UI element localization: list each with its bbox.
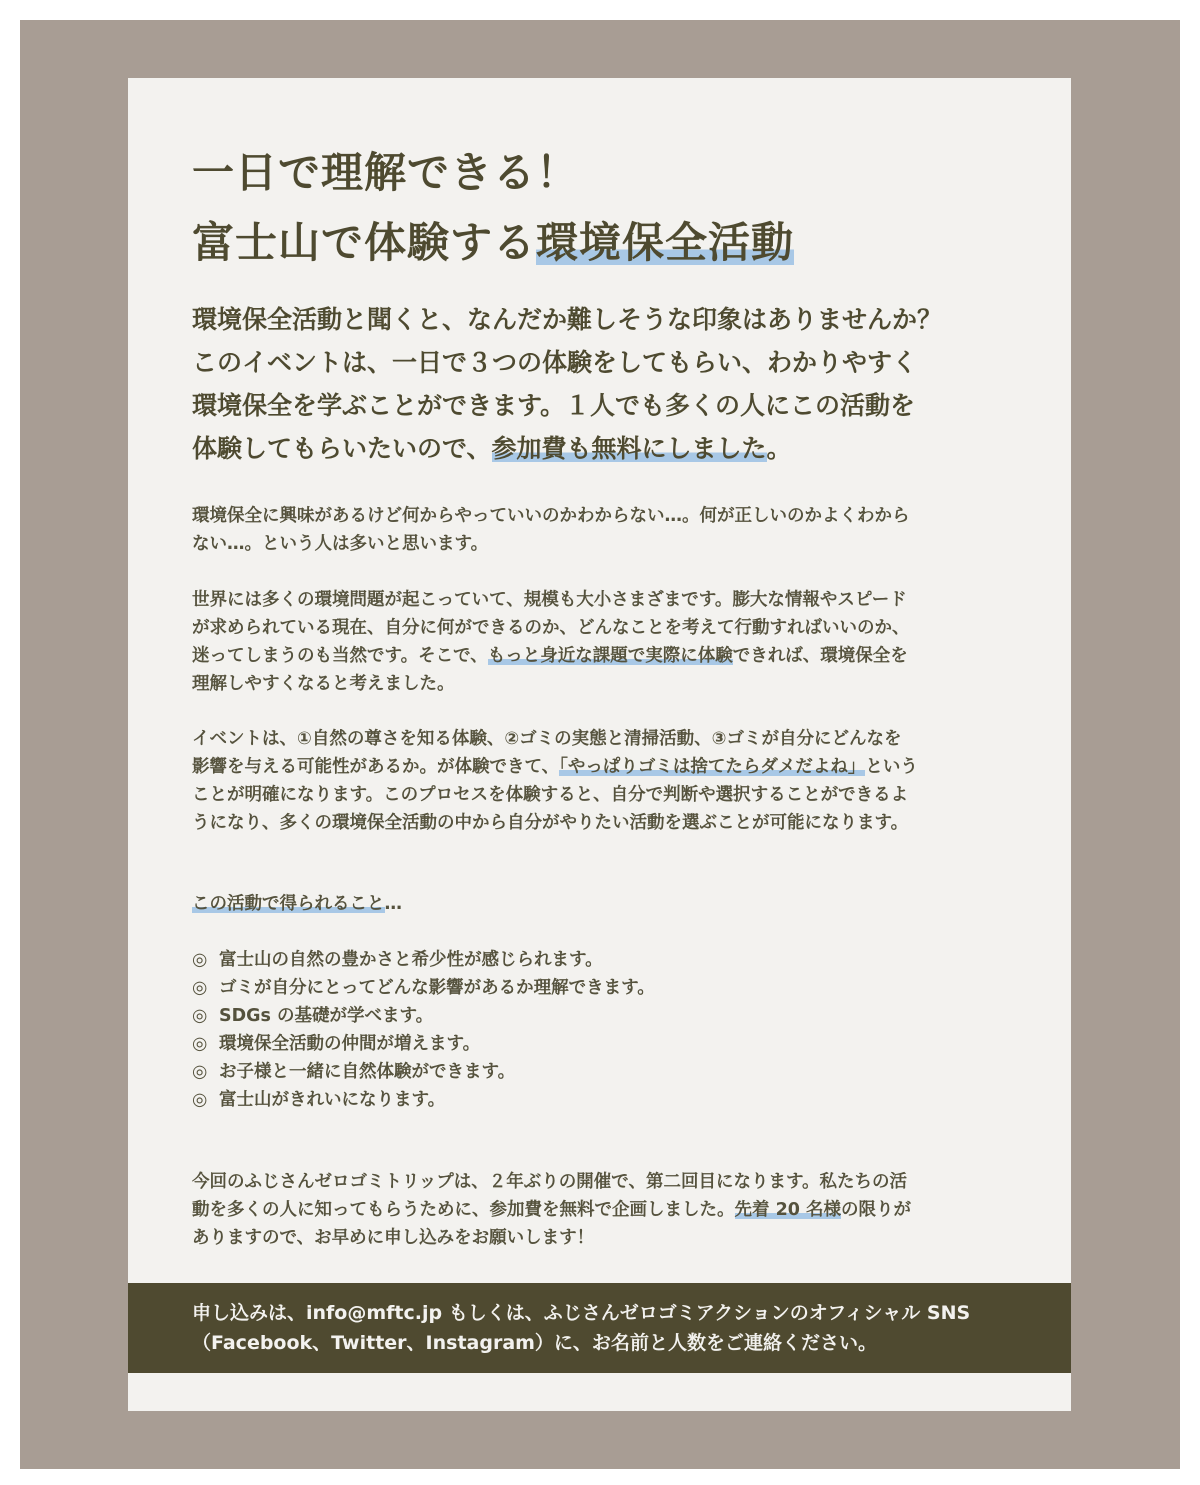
para1-line-2: ない…。という人は多いと思います。 xyxy=(192,534,489,554)
list-item-text: お子様と一緒に自然体験ができます。 xyxy=(219,1062,516,1082)
list-item-text: SDGs の基礎が学べます。 xyxy=(219,1006,434,1026)
title-line-1: 一日で理解できる！ xyxy=(192,148,580,197)
para2-line-1: 世界には多くの環境問題が起こっていて、規模も大小さまざまです。膨大な情報やスピード xyxy=(192,590,907,610)
footer-contact-text xyxy=(192,1298,1052,1358)
para4-line-2-end: の限りが xyxy=(841,1200,912,1220)
para4-line-2 xyxy=(192,1196,1022,1224)
list-item xyxy=(192,1058,655,1086)
title-line-2-text: 富士山で体験する xyxy=(192,218,537,267)
para4-line-2-text: 動を多くの人に知ってもらうために、参加費を無料で企画しました。 xyxy=(192,1200,735,1220)
lead-paragraph xyxy=(192,298,1022,470)
double-circle-icon: ◎ xyxy=(192,1006,208,1026)
para2-line-3-end: できれば、環境保全を xyxy=(732,646,908,666)
double-circle-icon: ◎ xyxy=(192,1090,208,1110)
para4-highlight: 先着 20 名様 xyxy=(734,1200,842,1220)
double-circle-icon: ◎ xyxy=(192,1062,208,1082)
paragraph-2 xyxy=(192,586,1022,698)
list-item-text: ゴミが自分にとってどんな影響があるか理解できます。 xyxy=(219,978,655,998)
benefits-list xyxy=(192,946,655,1114)
lead-line-4-end: 。 xyxy=(766,434,792,463)
para4-line-1: 今回のふじさんゼロゴミトリップは、２年ぶりの開催で、第二回目になります。私たちの活 xyxy=(192,1172,908,1192)
para1-line-1: 環境保全に興味があるけど何からやっていいのかわからない…。何が正しいのかよくわから xyxy=(192,506,910,526)
paragraph-3 xyxy=(192,725,1022,837)
title-line-2 xyxy=(192,208,794,278)
para3-line-3: ことが明確になります。このプロセスを体験すると、自分で判断や選択することができるよ xyxy=(192,785,909,805)
para3-highlight: 「やっぱりゴミは捨てたらダメだよね」 xyxy=(559,757,866,777)
list-item xyxy=(192,974,655,1002)
list-item-text: 環境保全活動の仲間が増えます。 xyxy=(219,1034,481,1054)
list-item xyxy=(192,1002,655,1030)
para3-line-4: うになり、多くの環境保全活動の中から自分がやりたい活動を選ぶことが可能になります。 xyxy=(192,813,909,833)
lead-line-1: 環境保全活動と聞くと、なんだか難しそうな印象はありませんか？ xyxy=(192,305,943,334)
para3-line-2 xyxy=(192,753,1022,781)
benefits-heading xyxy=(192,890,402,918)
lead-line-4-text: 体験してもらいたいので、 xyxy=(192,434,492,463)
list-item xyxy=(192,946,655,974)
footer-line-1: 申し込みは、info@mftc.jp もしくは、ふじさんゼロゴミアクションのオフィシャル SNS xyxy=(192,1302,971,1324)
double-circle-icon: ◎ xyxy=(192,978,208,998)
para2-line-3-text: 迷ってしまうのも当然です。そこで、 xyxy=(192,646,488,666)
list-item xyxy=(192,1030,655,1058)
paragraph-4 xyxy=(192,1168,1022,1252)
para2-line-4: 理解しやすくなると考えました。 xyxy=(192,674,455,694)
lead-line-3: 環境保全を学ぶことができます。１人でも多くの人にこの活動を xyxy=(192,391,916,420)
lead-line-2: このイベントは、一日で３つの体験をしてもらい、わかりやすく xyxy=(192,348,918,377)
double-circle-icon: ◎ xyxy=(192,950,208,970)
page-title xyxy=(192,138,794,278)
para3-line-2-end: という xyxy=(865,757,918,777)
list-item xyxy=(192,1086,655,1114)
title-highlight: 環境保全活動 xyxy=(536,218,795,267)
benefits-heading-highlight: この活動で得られること xyxy=(192,894,385,914)
lead-line-4 xyxy=(192,427,1022,470)
list-item-text: 富士山がきれいになります。 xyxy=(219,1090,446,1110)
double-circle-icon: ◎ xyxy=(192,1034,208,1054)
footer-line-2: （Facebook、Twitter、Instagram）に、お名前と人数をご連絡ください。 xyxy=(192,1332,877,1354)
benefits-heading-ellipsis: … xyxy=(384,894,402,914)
para4-line-3: ありますので、お早めに申し込みをお願いします！ xyxy=(192,1228,595,1248)
list-item-text: 富士山の自然の豊かさと希少性が感じられます。 xyxy=(219,950,603,970)
lead-highlight: 参加費も無料にしました xyxy=(491,434,767,463)
para2-line-3 xyxy=(192,642,1022,670)
para2-highlight: もっと身近な課題で実際に体験 xyxy=(487,646,733,666)
para3-line-1: イベントは、①自然の尊さを知る体験、②ゴミの実態と清掃活動、③ゴミが自分にどんなを xyxy=(192,729,902,749)
para2-line-2: が求められている現在、自分に何ができるのか、どんなことを考えて行動すればいいのか、 xyxy=(192,618,910,638)
para3-line-2-text: 影響を与える可能性があるか。が体験できて、 xyxy=(192,757,560,777)
paragraph-1 xyxy=(192,502,1022,558)
